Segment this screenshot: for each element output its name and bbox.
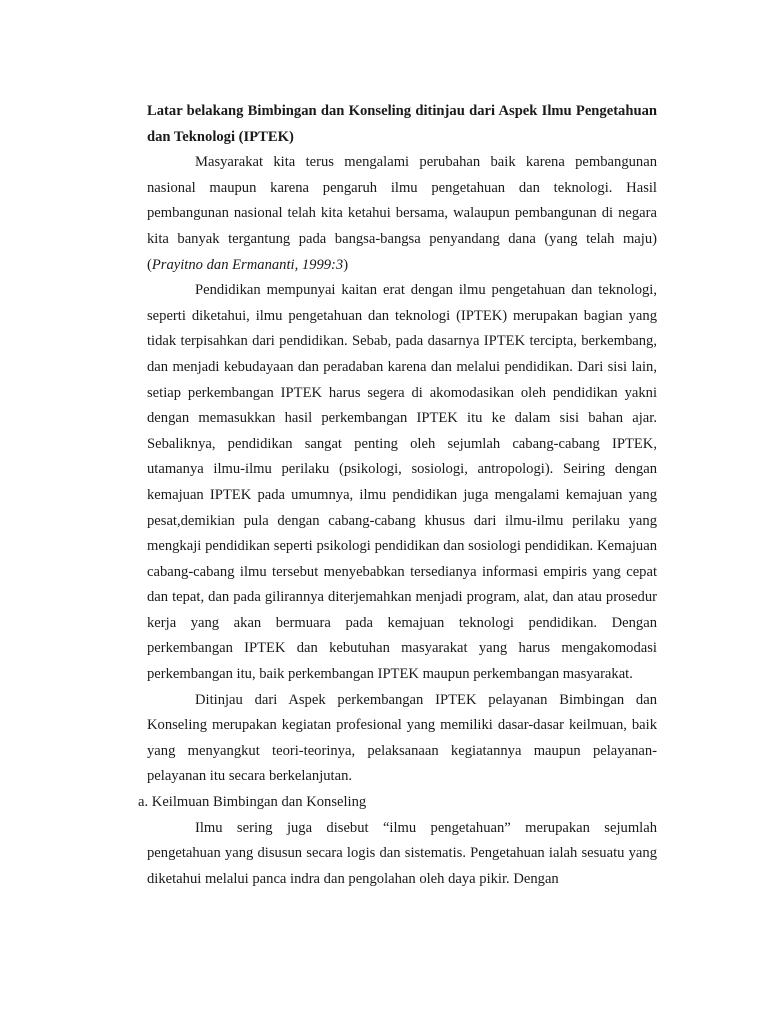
document-title: Latar belakang Bimbingan dan Konseling ditinjau dari Aspek Ilmu Pengetahuan dan Teknologi (IPTEK) [147, 103, 657, 145]
paragraph-1-text: Masyarakat kita terus mengalami perubahan baik karena pembangunan nasional maupun karena pengaruh ilmu pengetahuan dan teknologi. Hasil pembangunan nasional telah kita ketahui bersama, walaupun pembangunan di negara kita banyak tergantung pada bangsa-bangsa penyandang dana (yang telah maju) ( [147, 154, 657, 273]
paragraph-1 [147, 150, 657, 278]
paragraph-2: Pendidikan mempunyai kaitan erat dengan ilmu pengetahuan dan teknologi, seperti diketahui, ilmu pengetahuan dan teknologi (IPTEK) merupakan bagian yang tidak terpisahkan dari pendidikan. Sebab, pada dasarnya IPTEK tercipta, berkembang, dan menjadi kebudayaan dan peradaban karena dan melalui pendidikan. Dari sisi lain, setiap perkembangan IPTEK harus segera di akomodasikan oleh pendidikan yakni dengan memasukkan hasil perkembangan IPTEK itu ke dalam sisi bahan ajar. Sebaliknya, pendidikan sangat penting oleh sejumlah cabang-cabang IPTEK, utamanya ilmu-ilmu perilaku (psikologi, sosiologi, antropologi). Seiring dengan kemajuan IPTEK pada umumnya, ilmu pendidikan juga mengalami kemajuan yang pesat,demikian pula dengan cabang-cabang khusus dari ilmu-ilmu perilaku yang mengkaji pendidikan seperti psikologi pendidikan dan sosiologi pendidikan. Kemajuan cabang-cabang ilmu tersebut menyebabkan tersedianya informasi empiris yang cepat dan tepat, dan pada gilirannya diterjemahkan menjadi program, alat, dan atau prosedur kerja yang akan bermuara pada kemajuan teknologi pendidikan. Dengan perkembangan IPTEK dan kebutuhan masyarakat yang harus mengakomodasi perkembangan itu, baik perkembangan IPTEK maupun perkembangan masyarakat. [147, 282, 657, 683]
section-subheading: a. Keilmuan Bimbingan dan Konseling [138, 794, 367, 811]
paragraph-4: Ilmu sering juga disebut “ilmu pengetahuan” merupakan sejumlah pengetahuan yang disusun secara logis dan sistematis. Pengetahuan ialah sesuatu yang diketahui melalui panca indra dan pengolahan oleh daya pikir. Dengan [147, 819, 657, 887]
document-body [138, 99, 657, 892]
citation: Prayitno dan Ermananti, 1999:3 [151, 256, 344, 273]
paragraph-1-closing: ) [343, 256, 349, 273]
paragraph-3: Ditinjau dari Aspek perkembangan IPTEK pelayanan Bimbingan dan Konseling merupakan kegiatan profesional yang memiliki dasar-dasar keilmuan, baik yang menyangkut teori-teorinya, pelaksanaan kegiatannya maupun pelayanan-pelayanan itu secara berkelanjutan. [147, 691, 657, 785]
